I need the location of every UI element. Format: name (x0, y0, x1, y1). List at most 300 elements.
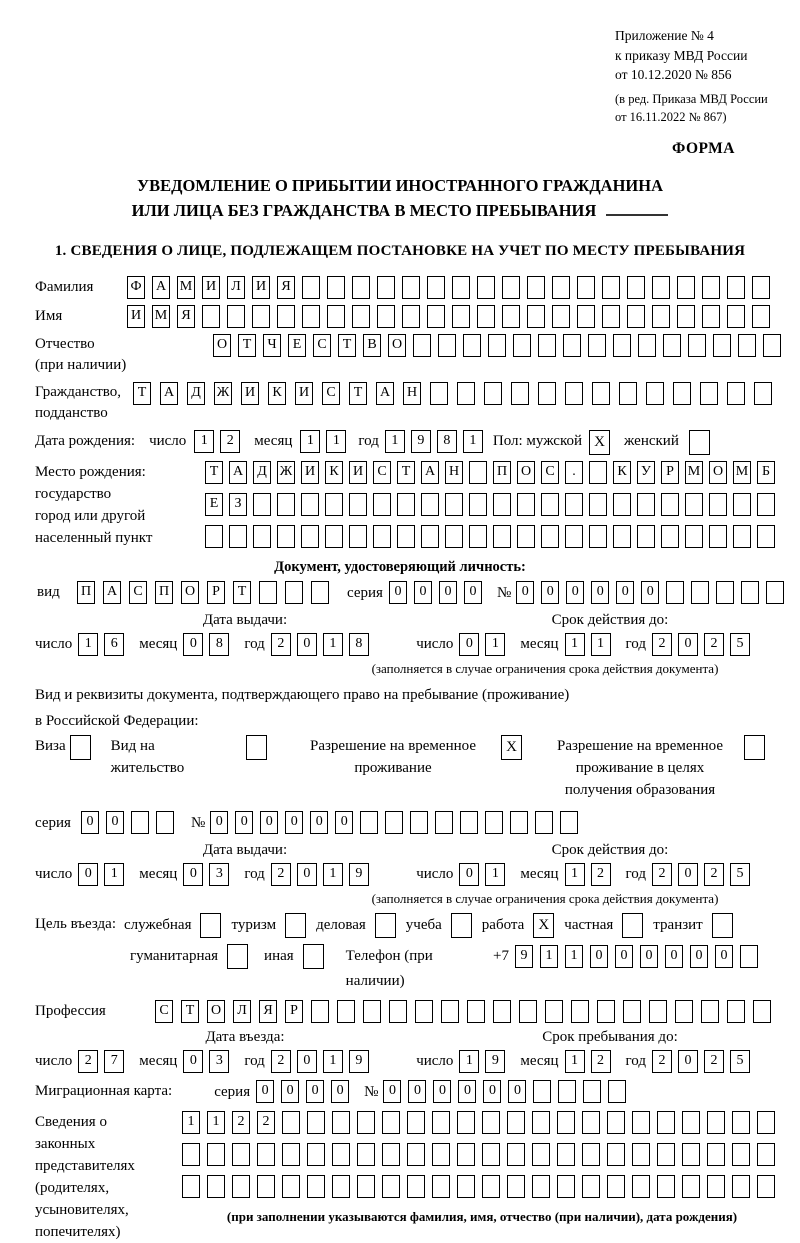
char-cell: С (155, 1000, 173, 1023)
char-cell (463, 334, 481, 357)
char-cell (477, 276, 495, 299)
birth-day-boxes (194, 430, 246, 453)
char-cell: 3 (209, 1050, 229, 1073)
char-cell (415, 1000, 433, 1023)
char-cell (733, 525, 751, 548)
char-cell (517, 525, 535, 548)
char-cell (688, 334, 706, 357)
char-cell (727, 276, 745, 299)
char-cell (535, 811, 553, 834)
char-cell (349, 525, 367, 548)
char-cell (741, 581, 759, 604)
patronymic-boxes (213, 334, 788, 357)
char-cell: М (152, 305, 170, 328)
char-cell: 2 (232, 1111, 250, 1134)
residence-doc-note: (заполняется в случае ограничения срока действия документа) (371, 891, 719, 907)
char-cell (427, 305, 445, 328)
char-cell (732, 1175, 750, 1198)
official-checkbox (200, 913, 221, 938)
char-cell (402, 276, 420, 299)
char-cell: 2 (220, 430, 240, 453)
char-cell (377, 305, 395, 328)
migration-number-boxes (383, 1080, 633, 1103)
field-patronymic (35, 334, 765, 376)
char-cell (325, 525, 343, 548)
residence-permit-label: Вид на жительство (110, 738, 185, 777)
stay-until-group (416, 1049, 765, 1074)
char-cell (156, 811, 174, 834)
char-cell (327, 305, 345, 328)
patronymic-label-col (35, 334, 213, 376)
appendix-line: от 10.12.2020 № 856 (615, 67, 732, 83)
char-cell (582, 1143, 600, 1166)
char-cell: 0 (566, 581, 584, 604)
char-cell: 9 (349, 863, 369, 886)
char-cell: Ж (277, 461, 295, 484)
char-cell: Ф (127, 276, 145, 299)
char-cell (657, 1175, 675, 1198)
purpose-option-label: гуманитарная (130, 948, 219, 965)
title-line-1: УВЕДОМЛЕНИЕ О ПРИБЫТИИ ИНОСТРАННОГО ГРАЖДАНИНА (136, 175, 664, 195)
char-cell (482, 1175, 500, 1198)
char-cell (517, 493, 535, 516)
char-cell: И (241, 382, 259, 405)
char-cell (357, 1111, 375, 1134)
char-cell (202, 305, 220, 328)
char-cell: С (322, 382, 340, 405)
char-cell (533, 1080, 551, 1103)
char-cell: С (373, 461, 391, 484)
char-cell: У (637, 461, 655, 484)
char-cell (232, 1175, 250, 1198)
char-cell (709, 525, 727, 548)
char-cell (637, 493, 655, 516)
char-cell (558, 1080, 576, 1103)
char-cell (469, 493, 487, 516)
field-birth-place (35, 461, 771, 557)
char-cell (602, 305, 620, 328)
char-cell: 0 (310, 811, 328, 834)
purpose-option-work (482, 913, 555, 938)
char-cell: О (213, 334, 231, 357)
char-cell (541, 525, 559, 548)
char-cell: А (152, 276, 170, 299)
char-cell (457, 1111, 475, 1134)
doc-number-boxes (516, 581, 791, 604)
char-cell: 0 (297, 863, 317, 886)
phone-boxes (515, 945, 765, 968)
char-cell: К (325, 461, 343, 484)
char-cell (557, 1111, 575, 1134)
char-cell (557, 1143, 575, 1166)
char-cell (740, 945, 758, 968)
other-checkbox (303, 944, 324, 969)
purpose-option-humanitarian (130, 944, 248, 969)
char-cell: 0 (414, 581, 432, 604)
char-cell (357, 1175, 375, 1198)
char-cell (301, 493, 319, 516)
char-cell (232, 1143, 250, 1166)
representatives-label-col (35, 1111, 182, 1243)
char-cell (302, 305, 320, 328)
char-cell: 8 (349, 633, 369, 656)
char-cell: 0 (616, 581, 634, 604)
char-cell: 1 (194, 430, 214, 453)
appendix-line: Приложение № 4 (615, 28, 714, 43)
char-cell: 1 (485, 863, 505, 886)
char-cell (565, 525, 583, 548)
field-representatives (35, 1111, 765, 1243)
char-cell: 0 (389, 581, 407, 604)
char-cell (282, 1175, 300, 1198)
char-cell: 0 (665, 945, 683, 968)
purpose-option-tourism (231, 913, 306, 938)
month-label: месяц (254, 433, 293, 450)
char-cell (685, 493, 703, 516)
expiry-month-boxes (565, 863, 617, 886)
char-cell: О (207, 1000, 225, 1023)
char-cell: О (181, 581, 199, 604)
char-cell (397, 525, 415, 548)
char-cell: 0 (183, 633, 203, 656)
char-cell (709, 493, 727, 516)
char-cell: 5 (730, 633, 750, 656)
char-cell (701, 1000, 719, 1023)
char-cell: К (613, 461, 631, 484)
day-label: число (35, 636, 73, 653)
char-cell: 9 (349, 1050, 369, 1073)
char-cell: Н (403, 382, 421, 405)
char-cell (565, 382, 583, 405)
char-cell (332, 1143, 350, 1166)
representatives-row-2 (182, 1143, 782, 1166)
char-cell: С (313, 334, 331, 357)
entry-dates (35, 1049, 765, 1074)
field-purpose-row-2 (130, 944, 765, 994)
char-cell (727, 305, 745, 328)
purpose-option-label: работа (481, 917, 525, 934)
char-cell (757, 493, 775, 516)
char-cell (493, 1000, 511, 1023)
char-cell: 0 (81, 811, 99, 834)
char-cell (652, 276, 670, 299)
entry-month-boxes (183, 1050, 235, 1073)
field-firstname (35, 305, 765, 328)
char-cell: 0 (439, 581, 457, 604)
char-cell: 0 (297, 1050, 317, 1073)
issue-day-boxes (78, 863, 130, 886)
char-cell: 0 (591, 581, 609, 604)
birth-place-label-col (35, 461, 205, 549)
residence-doc-intro-2: в Российской Федерации: (35, 713, 199, 730)
birth-place-label: Место рождения: (35, 464, 146, 481)
char-cell: Р (661, 461, 679, 484)
char-cell: 0 (331, 1080, 349, 1103)
char-cell: 2 (704, 863, 724, 886)
char-cell (727, 1000, 745, 1023)
char-cell (252, 305, 270, 328)
temp-permit-checkbox: X (501, 735, 522, 760)
residence-option-visa (35, 735, 91, 760)
char-cell (421, 493, 439, 516)
field-profession (35, 1000, 765, 1023)
char-cell (457, 1175, 475, 1198)
char-cell: 0 (183, 1050, 203, 1073)
char-cell (657, 1111, 675, 1134)
birth-year-boxes (385, 430, 489, 453)
entry-day-boxes (78, 1050, 130, 1073)
edu-permit-checkbox (744, 735, 765, 760)
char-cell (332, 1111, 350, 1134)
representatives-row-1 (182, 1111, 782, 1134)
char-cell (552, 305, 570, 328)
birth-place-row-3 (205, 525, 781, 548)
char-cell: К (268, 382, 286, 405)
char-cell (311, 581, 329, 604)
char-cell (707, 1175, 725, 1198)
expiry-day-boxes (459, 633, 511, 656)
char-cell: И (349, 461, 367, 484)
char-cell (311, 1000, 329, 1023)
char-cell (577, 305, 595, 328)
char-cell: 0 (285, 811, 303, 834)
char-cell (510, 811, 528, 834)
issue-month-boxes (183, 863, 235, 886)
char-cell: 2 (271, 1050, 291, 1073)
char-cell (469, 461, 487, 484)
char-cell: 0 (408, 1080, 426, 1103)
char-cell: 1 (323, 863, 343, 886)
char-cell (511, 382, 529, 405)
char-cell (589, 493, 607, 516)
identity-doc-heading: Документ, удостоверяющий личность: (274, 559, 526, 576)
char-cell (661, 525, 679, 548)
number-label: № (364, 1084, 379, 1101)
char-cell (538, 382, 556, 405)
representatives-label: представителях (35, 1158, 135, 1175)
char-cell: 0 (183, 863, 203, 886)
birth-place-label: населенный пункт (35, 530, 153, 547)
char-cell (541, 493, 559, 516)
private-checkbox (622, 913, 643, 938)
char-cell: 5 (730, 1050, 750, 1073)
char-cell: 0 (590, 945, 608, 968)
char-cell: 6 (104, 633, 124, 656)
char-cell (700, 382, 718, 405)
representatives-boxes-block (182, 1111, 782, 1225)
field-residence-doc-number (35, 811, 765, 836)
char-cell (637, 525, 655, 548)
char-cell: Ж (214, 382, 232, 405)
char-cell (527, 305, 545, 328)
purpose-option-study (406, 913, 472, 938)
char-cell: 2 (591, 1050, 611, 1073)
char-cell (738, 334, 756, 357)
char-cell (182, 1175, 200, 1198)
char-cell (763, 334, 781, 357)
day-label: число (416, 1053, 454, 1070)
char-cell (685, 525, 703, 548)
char-cell (632, 1143, 650, 1166)
number-label: № (496, 585, 512, 602)
purpose-option-label: иная (264, 948, 294, 965)
char-cell (538, 334, 556, 357)
citizenship-label-col (35, 382, 133, 424)
char-cell (732, 1143, 750, 1166)
representatives-label: Сведения о (35, 1114, 107, 1131)
char-cell: О (517, 461, 535, 484)
char-cell: Р (285, 1000, 303, 1023)
birth-place-boxes-block (205, 461, 781, 557)
char-cell: Т (397, 461, 415, 484)
edu-permit-label: Разрешение на временное проживание в целях получения образования (557, 738, 723, 799)
char-cell: 2 (652, 1050, 672, 1073)
month-label: месяц (139, 1053, 178, 1070)
char-cell: 9 (485, 1050, 505, 1073)
edition-line: от 16.11.2022 № 867) (615, 109, 727, 124)
char-cell (557, 1175, 575, 1198)
char-cell: Л (233, 1000, 251, 1023)
citizenship-sublabel: подданство (35, 405, 108, 422)
char-cell (627, 305, 645, 328)
edition-line: (в ред. Приказа МВД России (615, 91, 768, 106)
char-cell: 1 (326, 430, 346, 453)
day-label: число (35, 866, 73, 883)
identity-doc-date-headers (35, 612, 765, 629)
month-label: месяц (139, 866, 178, 883)
char-cell (507, 1111, 525, 1134)
char-cell (565, 493, 583, 516)
stay-until-header: Срок пребывания до: (542, 1029, 678, 1046)
char-cell: 0 (260, 811, 278, 834)
char-cell (407, 1143, 425, 1166)
char-cell (438, 334, 456, 357)
char-cell (432, 1111, 450, 1134)
sex-label: Пол: мужской (492, 433, 583, 450)
char-cell (507, 1143, 525, 1166)
purpose-option-label: транзит (653, 917, 703, 934)
expiry-month-boxes (565, 633, 617, 656)
char-cell: 0 (483, 1080, 501, 1103)
char-cell: 0 (641, 581, 659, 604)
issue-month-boxes (183, 633, 235, 656)
char-cell (385, 811, 403, 834)
char-cell (307, 1143, 325, 1166)
patronymic-sublabel: (при наличии) (35, 357, 127, 374)
char-cell (583, 1080, 601, 1103)
char-cell (502, 305, 520, 328)
char-cell: С (129, 581, 147, 604)
char-cell (337, 1000, 355, 1023)
char-cell (427, 276, 445, 299)
char-cell (632, 1175, 650, 1198)
representatives-row-3 (182, 1175, 782, 1198)
char-cell (627, 276, 645, 299)
visa-checkbox (70, 735, 91, 760)
char-cell: 0 (256, 1080, 274, 1103)
char-cell: 2 (704, 1050, 724, 1073)
char-cell: 0 (459, 863, 479, 886)
char-cell: А (376, 382, 394, 405)
char-cell (410, 811, 428, 834)
char-cell: 7 (104, 1050, 124, 1073)
series-label: серия (347, 585, 383, 602)
char-cell: 1 (459, 1050, 479, 1073)
char-cell (519, 1000, 537, 1023)
char-cell: Т (181, 1000, 199, 1023)
char-cell: 0 (640, 945, 658, 968)
purpose-option-transit (653, 913, 732, 938)
representatives-label: усыновителях, (35, 1202, 129, 1219)
day-label: число (35, 1053, 73, 1070)
char-cell: 0 (306, 1080, 324, 1103)
char-cell (467, 1000, 485, 1023)
char-cell: Я (177, 305, 195, 328)
char-cell (646, 382, 664, 405)
char-cell (507, 1175, 525, 1198)
char-cell (532, 1111, 550, 1134)
char-cell: Ч (263, 334, 281, 357)
purpose-option-label: учеба (405, 917, 442, 934)
day-label: число (149, 433, 187, 450)
expiry-date-group (416, 632, 765, 657)
char-cell: Т (338, 334, 356, 357)
char-cell (757, 1143, 775, 1166)
char-cell (407, 1175, 425, 1198)
char-cell: 0 (433, 1080, 451, 1103)
char-cell (373, 493, 391, 516)
expiry-date-header: Срок действия до: (551, 842, 669, 859)
field-citizenship (35, 382, 765, 424)
char-cell: 0 (715, 945, 733, 968)
citizenship-label: Гражданство, (35, 384, 122, 401)
char-cell (752, 305, 770, 328)
char-cell (441, 1000, 459, 1023)
residence-number-boxes (210, 811, 585, 834)
char-cell: 0 (106, 811, 124, 834)
char-cell (613, 525, 631, 548)
birth-place-row-1 (205, 461, 781, 484)
char-cell (613, 493, 631, 516)
series-label: серия (214, 1084, 251, 1101)
issue-date-header: Дата выдачи: (202, 612, 288, 629)
char-cell (432, 1175, 450, 1198)
stay-month-boxes (565, 1050, 617, 1073)
char-cell: Т (133, 382, 151, 405)
char-cell (602, 276, 620, 299)
edition-block (615, 90, 768, 126)
surname-label: Фамилия (35, 279, 94, 296)
char-cell (352, 305, 370, 328)
char-cell: Т (205, 461, 223, 484)
char-cell (582, 1111, 600, 1134)
char-cell (707, 1143, 725, 1166)
representatives-note: (при заполнении указываются фамилия, имя, отчество (при наличии), дата рождения) (226, 1209, 738, 1225)
char-cell: 0 (235, 811, 253, 834)
doc-type-label: вид (37, 584, 60, 601)
char-cell: 1 (104, 863, 124, 886)
char-cell (597, 1000, 615, 1023)
title-line-2: ИЛИ ЛИЦА БЕЗ ГРАЖДАНСТВА В МЕСТО ПРЕБЫВАНИЯ (131, 200, 597, 220)
purpose-option-label: туризм (231, 917, 277, 934)
birth-month-boxes (300, 430, 352, 453)
char-cell: 8 (437, 430, 457, 453)
char-cell: 1 (485, 633, 505, 656)
female-checkbox (689, 430, 710, 455)
char-cell (582, 1175, 600, 1198)
char-cell (493, 525, 511, 548)
char-cell (301, 525, 319, 548)
